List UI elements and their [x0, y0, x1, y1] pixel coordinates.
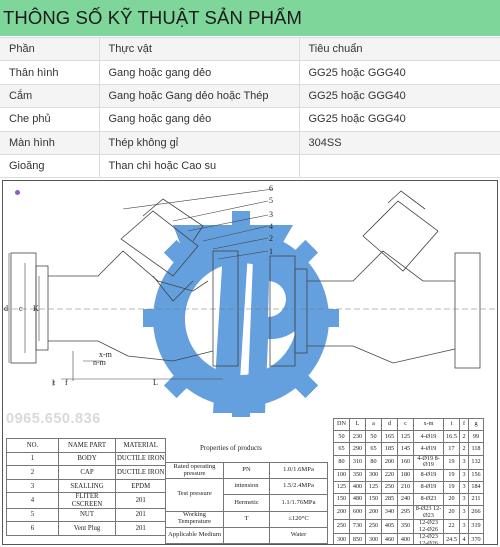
properties-cell: intension: [224, 479, 270, 495]
properties-cell: 1.5/2.4MPa: [270, 479, 328, 495]
dim-d: d: [4, 304, 8, 313]
spec-header-cell: Tiêu chuẩn: [299, 38, 500, 61]
dim-cell: 180: [398, 469, 414, 481]
dimensions-row: [334, 534, 484, 545]
dim-cell: 400: [350, 481, 366, 493]
parts-row: [7, 493, 166, 508]
dim-cell: 211: [469, 493, 484, 505]
spec-cell: 304SS: [299, 131, 500, 154]
purple-dot: [15, 190, 20, 195]
dim-cell: 20: [444, 493, 460, 505]
dim-cell: 12-Ø23 12-Ø26: [414, 520, 444, 534]
spec-table: [0, 37, 500, 178]
dim-cell: 350: [398, 520, 414, 534]
dim-cell: 184: [469, 481, 484, 493]
dim-t: t: [53, 378, 56, 387]
dimensions-table: [333, 418, 484, 545]
dim-cell: 20: [444, 506, 460, 520]
parts-cell: DUCTILE IRON: [116, 466, 166, 480]
parts-cell: 6: [7, 522, 59, 536]
dim-cell: 132: [469, 455, 484, 469]
dim-cell: 300: [366, 534, 382, 545]
properties-cell: Rated operating pressure: [166, 463, 224, 479]
dim-cell: 2: [460, 431, 469, 443]
dim-header-cell: a: [366, 419, 382, 431]
dimensions-row: [334, 443, 484, 455]
dim-cell: 295: [398, 506, 414, 520]
dim-cell: 300: [366, 469, 382, 481]
properties-cell: T: [224, 511, 270, 527]
dim-cell: 370: [469, 534, 484, 545]
dim-l: L: [153, 378, 158, 387]
properties-row: [166, 511, 328, 527]
dim-cell: 480: [350, 493, 366, 505]
dim-cell: 200: [366, 506, 382, 520]
spec-cell: Gang hoặc Gang dẻo hoặc Thép: [99, 84, 299, 107]
dim-cell: 300: [334, 534, 350, 545]
parts-cell: 3: [7, 479, 59, 493]
parts-header-cell: NO.: [7, 439, 59, 453]
dim-cell: 8-Ø23: [414, 493, 444, 505]
dim-cell: 250: [334, 520, 350, 534]
spec-header-row: [0, 38, 500, 61]
dim-cell: 150: [334, 493, 350, 505]
dim-cell: 150: [366, 493, 382, 505]
dim-cell: 80: [334, 455, 350, 469]
properties-cell: Hermetic: [224, 495, 270, 511]
callout-2: 2: [269, 234, 273, 243]
dim-cell: 99: [469, 431, 484, 443]
spec-cell: Than chì hoặc Cao su: [99, 154, 299, 177]
properties-title: Properties of products: [200, 444, 262, 452]
parts-cell: 201: [116, 493, 166, 508]
dim-cell: 730: [350, 520, 366, 534]
technical-drawing: [2, 180, 498, 545]
parts-header-cell: MATERIAL: [116, 439, 166, 453]
parts-cell: SEALLING: [59, 479, 116, 493]
dim-cell: 8-Ø19: [414, 469, 444, 481]
properties-cell: PN: [224, 463, 270, 479]
dim-cell: 65: [366, 443, 382, 455]
dim-cell: 4-Ø19: [414, 431, 444, 443]
properties-cell: [224, 527, 270, 543]
properties-cell: 1.1/1.76MPa: [270, 495, 328, 511]
spec-cell: [299, 154, 500, 177]
right-flange-right: [455, 253, 480, 368]
parts-cell: Vent Plug: [59, 522, 116, 536]
parts-cell: DUCTILE IRON: [116, 452, 166, 466]
properties-cell: Working Temperature: [166, 511, 224, 527]
parts-cell: 1: [7, 452, 59, 466]
dim-cell: 285: [382, 493, 398, 505]
dim-cell: 19: [444, 481, 460, 493]
dim-cell: 8-Ø19: [414, 481, 444, 493]
dim-cell: 460: [382, 534, 398, 545]
parts-cell: 201: [116, 522, 166, 536]
spec-header-cell: Thực vật: [99, 38, 299, 61]
dim-cell: 350: [350, 469, 366, 481]
properties-cell: 1.0/1.6MPa: [270, 463, 328, 479]
spec-row: [0, 84, 500, 107]
dim-cell: 16.5: [444, 431, 460, 443]
spec-header-cell: Phần: [0, 38, 99, 61]
dim-cell: 210: [398, 481, 414, 493]
dim-cell: 19: [444, 469, 460, 481]
dim-cell: 24.5: [444, 534, 460, 545]
parts-row: [7, 508, 166, 522]
dim-k: K: [33, 304, 39, 313]
page-header: [0, 0, 500, 36]
gear-logo-icon: [143, 211, 339, 417]
dim-cell: 290: [350, 443, 366, 455]
callout-1: 1: [269, 247, 273, 256]
dim-header-cell: x-m: [414, 419, 444, 431]
parts-cell: 201: [116, 508, 166, 522]
spec-row: [0, 108, 500, 131]
dimensions-row: [334, 520, 484, 534]
properties-row: [166, 463, 328, 479]
callout-3: 3: [269, 210, 273, 219]
dim-cell: 600: [350, 506, 366, 520]
dim-cell: 185: [382, 443, 398, 455]
dim-cell: 160: [398, 455, 414, 469]
spec-cell: GG25 hoặc GGG40: [299, 61, 500, 84]
parts-row: [7, 522, 166, 536]
dim-cell: 118: [469, 443, 484, 455]
dim-c: c: [19, 304, 23, 313]
dim-cell: 3: [460, 469, 469, 481]
dimensions-row: [334, 481, 484, 493]
dim-header-cell: g: [469, 419, 484, 431]
dim-cell: 125: [334, 481, 350, 493]
dim-cell: 2: [460, 443, 469, 455]
page-title: THÔNG SỐ KỸ THUẬT SẢN PHẨM: [3, 7, 302, 28]
properties-cell: ≤120°C: [270, 511, 328, 527]
dim-f: f: [65, 378, 68, 387]
dim-cell: 12-Ø23 12-Ø26: [414, 534, 444, 545]
dim-cell: 4-Ø19: [414, 443, 444, 455]
parts-cell: BODY: [59, 452, 116, 466]
dim-header-cell: f: [460, 419, 469, 431]
dim-cell: 319: [469, 520, 484, 534]
dim-cell: 3: [460, 520, 469, 534]
spec-row: [0, 61, 500, 84]
dim-cell: 200: [382, 455, 398, 469]
dim-cell: 125: [398, 431, 414, 443]
dim-cell: 3: [460, 455, 469, 469]
parts-cell: FLITER CSCREEN: [59, 493, 116, 508]
spec-cell: Thép không gỉ: [99, 131, 299, 154]
spec-cell: Màn hình: [0, 131, 99, 154]
dim-cell: 125: [366, 481, 382, 493]
dim-cell: 8-Ø23 12-Ø23: [414, 506, 444, 520]
parts-cell: 5: [7, 508, 59, 522]
dim-cell: 65: [334, 443, 350, 455]
spec-cell: Thân hình: [0, 61, 99, 84]
dim-cell: 3: [460, 506, 469, 520]
parts-row: [7, 452, 166, 466]
dim-cell: 165: [382, 431, 398, 443]
properties-cell: Water: [270, 527, 328, 543]
dimensions-header-row: [334, 419, 484, 431]
dim-header-cell: t: [444, 419, 460, 431]
dim-cell: 220: [382, 469, 398, 481]
dim-cell: 145: [398, 443, 414, 455]
properties-cell: Test pressure: [166, 479, 224, 511]
spec-cell: Gang hoặc gang dẻo: [99, 108, 299, 131]
dim-cell: 156: [469, 469, 484, 481]
dim-cell: 80: [366, 455, 382, 469]
dim-cell: 310: [350, 455, 366, 469]
phone-number: 0965.650.836: [6, 411, 101, 427]
dim-cell: 50: [334, 431, 350, 443]
dim-cell: 400: [398, 534, 414, 545]
parts-header-row: [7, 439, 166, 453]
spec-cell: Che phủ: [0, 108, 99, 131]
properties-cell: Applicable Medium: [166, 527, 224, 543]
properties-row: [166, 479, 328, 495]
dim-cell: 230: [350, 431, 366, 443]
dim-header-cell: DN: [334, 419, 350, 431]
parts-cell: CAP: [59, 466, 116, 480]
parts-table: [6, 438, 166, 536]
dimensions-row: [334, 455, 484, 469]
dim-cell: 340: [382, 506, 398, 520]
dim-cell: 850: [350, 534, 366, 545]
dim-cell: 19: [444, 455, 460, 469]
properties-row: [166, 527, 328, 543]
spec-cell: GG25 hoặc GGG40: [299, 84, 500, 107]
dim-cell: 3: [460, 481, 469, 493]
spec-cell: Gang hoặc gang dẻo: [99, 61, 299, 84]
dimensions-row: [334, 493, 484, 505]
dimensions-row: [334, 506, 484, 520]
dimensions-row: [334, 431, 484, 443]
dimensions-row: [334, 469, 484, 481]
callout-5: 5: [269, 196, 273, 205]
parts-row: [7, 479, 166, 493]
dim-cell: 250: [366, 520, 382, 534]
dim-header-cell: d: [382, 419, 398, 431]
dim-nm: n-m: [93, 358, 106, 367]
parts-cell: NUT: [59, 508, 116, 522]
dim-header-cell: c: [398, 419, 414, 431]
dim-header-cell: L: [350, 419, 366, 431]
spec-row: [0, 131, 500, 154]
dim-cell: 240: [398, 493, 414, 505]
dim-cell: 50: [366, 431, 382, 443]
parts-row: [7, 466, 166, 480]
dim-cell: 4-Ø19 8-Ø19: [414, 455, 444, 469]
dim-cell: 22: [444, 520, 460, 534]
dim-xm: x-m: [99, 350, 112, 359]
dim-cell: 200: [334, 506, 350, 520]
spec-cell: Gioăng: [0, 154, 99, 177]
dim-cell: 250: [382, 481, 398, 493]
dim-cell: 3: [460, 493, 469, 505]
dim-cell: 4: [460, 534, 469, 545]
dim-cell: 405: [382, 520, 398, 534]
parts-cell: EPDM: [116, 479, 166, 493]
dim-cell: 100: [334, 469, 350, 481]
callout-6: 6: [269, 184, 273, 193]
parts-header-cell: NAME PART: [59, 439, 116, 453]
parts-cell: 4: [7, 493, 59, 508]
spec-cell: Cắm: [0, 84, 99, 107]
dim-cell: 17: [444, 443, 460, 455]
callout-4: 4: [269, 222, 273, 231]
properties-table: [165, 462, 328, 544]
dim-cell: 266: [469, 506, 484, 520]
spec-row: [0, 154, 500, 177]
spec-cell: GG25 hoặc GGG40: [299, 108, 500, 131]
parts-cell: 2: [7, 466, 59, 480]
